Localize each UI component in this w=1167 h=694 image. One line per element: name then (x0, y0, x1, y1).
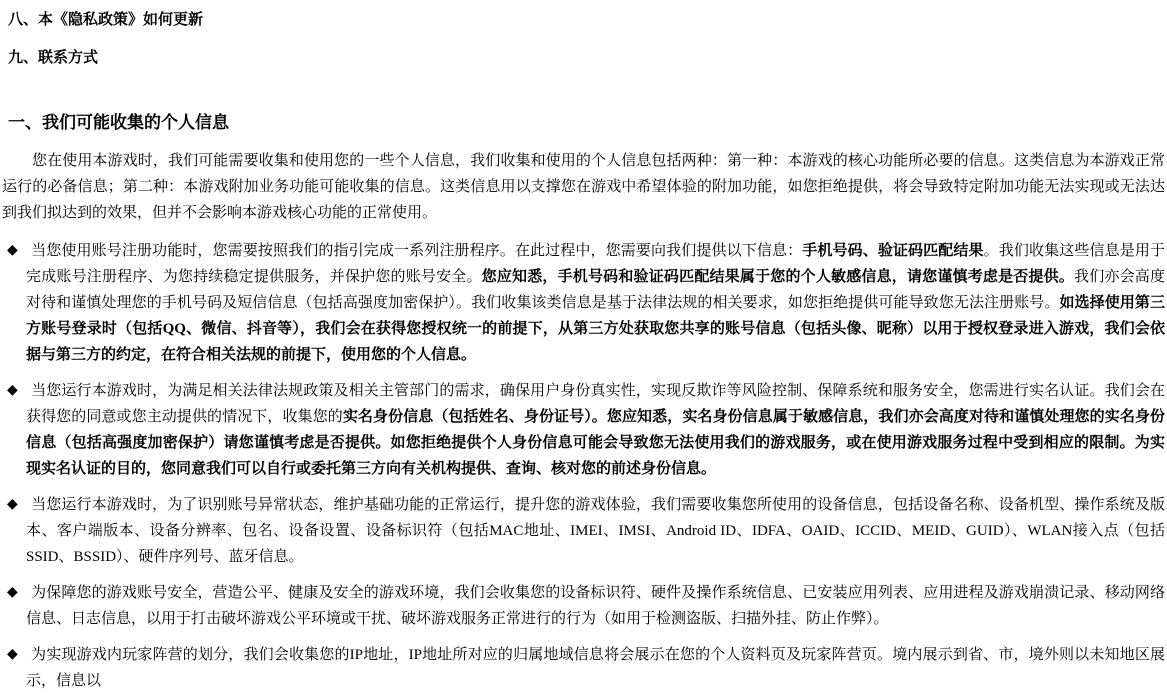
diamond-bullet-icon: ◆ (7, 243, 18, 258)
bullet-text: 当您运行本游戏时，为满足相关法律法规政策及相关主管部门的需求，确保用户身份真实性，实现反欺诈等风险控制、保障系统和服务安全，您需进行实名认证。我们会在获得您的同意或您主动提供的情况下，收集您的实名身份信息（包括姓名、身份证号）。您应知悉，实名身份信息属于敏感信息，我们亦会高度对待和谨慎处理您的实名身份信息（包括高强度加密保护）请您谨慎考虑是否提供。如您拒绝提供个人身份信息可能会导致您无法使用我们的游戏服务，或在使用游戏服务过程中受到相应的限制。为实现实名认证的目的，您同意我们可以自行或委托第三方向有关机构提供、查询、核对您的前述身份信息。 (26, 383, 1165, 477)
heading-personal-info-collected: 一、我们可能收集的个人信息 (8, 113, 229, 132)
intro-paragraph: 您在使用本游戏时，我们可能需要收集和使用您的一些个人信息，我们收集和使用的个人信息包括两种：第一种：本游戏的核心功能所必要的信息。这类信息为本游戏正常运行的必备信息；第二种：本游戏附加业务功能可能收集的信息。这类信息用以支撑您在游戏中希望体验的附加功能，如您拒绝提供，将会导致特定附加功能无法实现或无法达到我们拟达到的效果，但并不会影响本游戏核心功能的正常使用。 (2, 153, 1165, 221)
bullet-paragraph (2, 580, 1165, 632)
heading-how-policy-updates: 八、本《隐私政策》如何更新 (8, 12, 204, 28)
bullet-text: 为保障您的游戏账号安全，营造公平、健康及安全的游戏环境，我们会收集您的设备标识符、硬件及操作系统信息、已安装应用列表、应用进程及游戏崩溃记录、移动网络信息、日志信息，以用于打击破坏游戏公平环境或干扰、破坏游戏服务正常进行的行为（如用于检测盗版、扫描外挂、防止作弊）。 (26, 585, 1165, 627)
bullet-paragraph (2, 492, 1165, 570)
bullet-list (2, 238, 1165, 694)
bullet-paragraph (2, 642, 1165, 694)
diamond-bullet-icon: ◆ (7, 497, 18, 512)
bullet-text: 当您使用账号注册功能时，您需要按照我们的指引完成一系列注册程序。在此过程中，您需要向我们提供以下信息：手机号码、验证码匹配结果。我们收集这些信息是用于完成账号注册程序、为您持续稳定提供服务，并保护您的账号安全。您应知悉，手机号码和验证码匹配结果属于您的个人敏感信息，请您谨慎考虑是否提供。我们亦会高度对待和谨慎处理您的手机号码及短信信息（包括高强度加密保护）。我们收集该类信息是基于法律法规的相关要求，如您拒绝提供可能导致您无法注册账号。如选择使用第三方账号登录时（包括QQ、微信、抖音等），我们会在获得您授权统一的前提下，从第三方处获取您共享的账号信息（包括头像、昵称）以用于授权登录进入游戏，我们会依据与第三方的约定，在符合相关法规的前提下，使用您的个人信息。 (26, 243, 1165, 363)
bullet-paragraph (2, 378, 1165, 482)
bullet-text: 当您运行本游戏时，为了识别账号异常状态，维护基础功能的正常运行，提升您的游戏体验，我们需要收集您所使用的设备信息，包括设备名称、设备机型、操作系统及版本、客户端版本、设备分辨率、包名、设备设置、设备标识符（包括MAC地址、IMEI、IMSI、Android ID、IDFA、OAID、ICCID、MEID、GUID）、WLAN接入点（包括SSID、BSSID）、硬件序列号、蓝牙信息。 (26, 497, 1165, 565)
bullet-text: 为实现游戏内玩家阵营的划分，我们会收集您的IP地址，IP地址所对应的归属地域信息将会展示在您的个人资料页及玩家阵营页。境内展示到省、市，境外则以未知地区展示，信息以 (26, 647, 1165, 689)
bullet-paragraph (2, 238, 1165, 368)
diamond-bullet-icon: ◆ (7, 383, 18, 398)
diamond-bullet-icon: ◆ (7, 647, 18, 662)
diamond-bullet-icon: ◆ (7, 585, 18, 600)
heading-contact-info: 九、联系方式 (8, 50, 99, 66)
